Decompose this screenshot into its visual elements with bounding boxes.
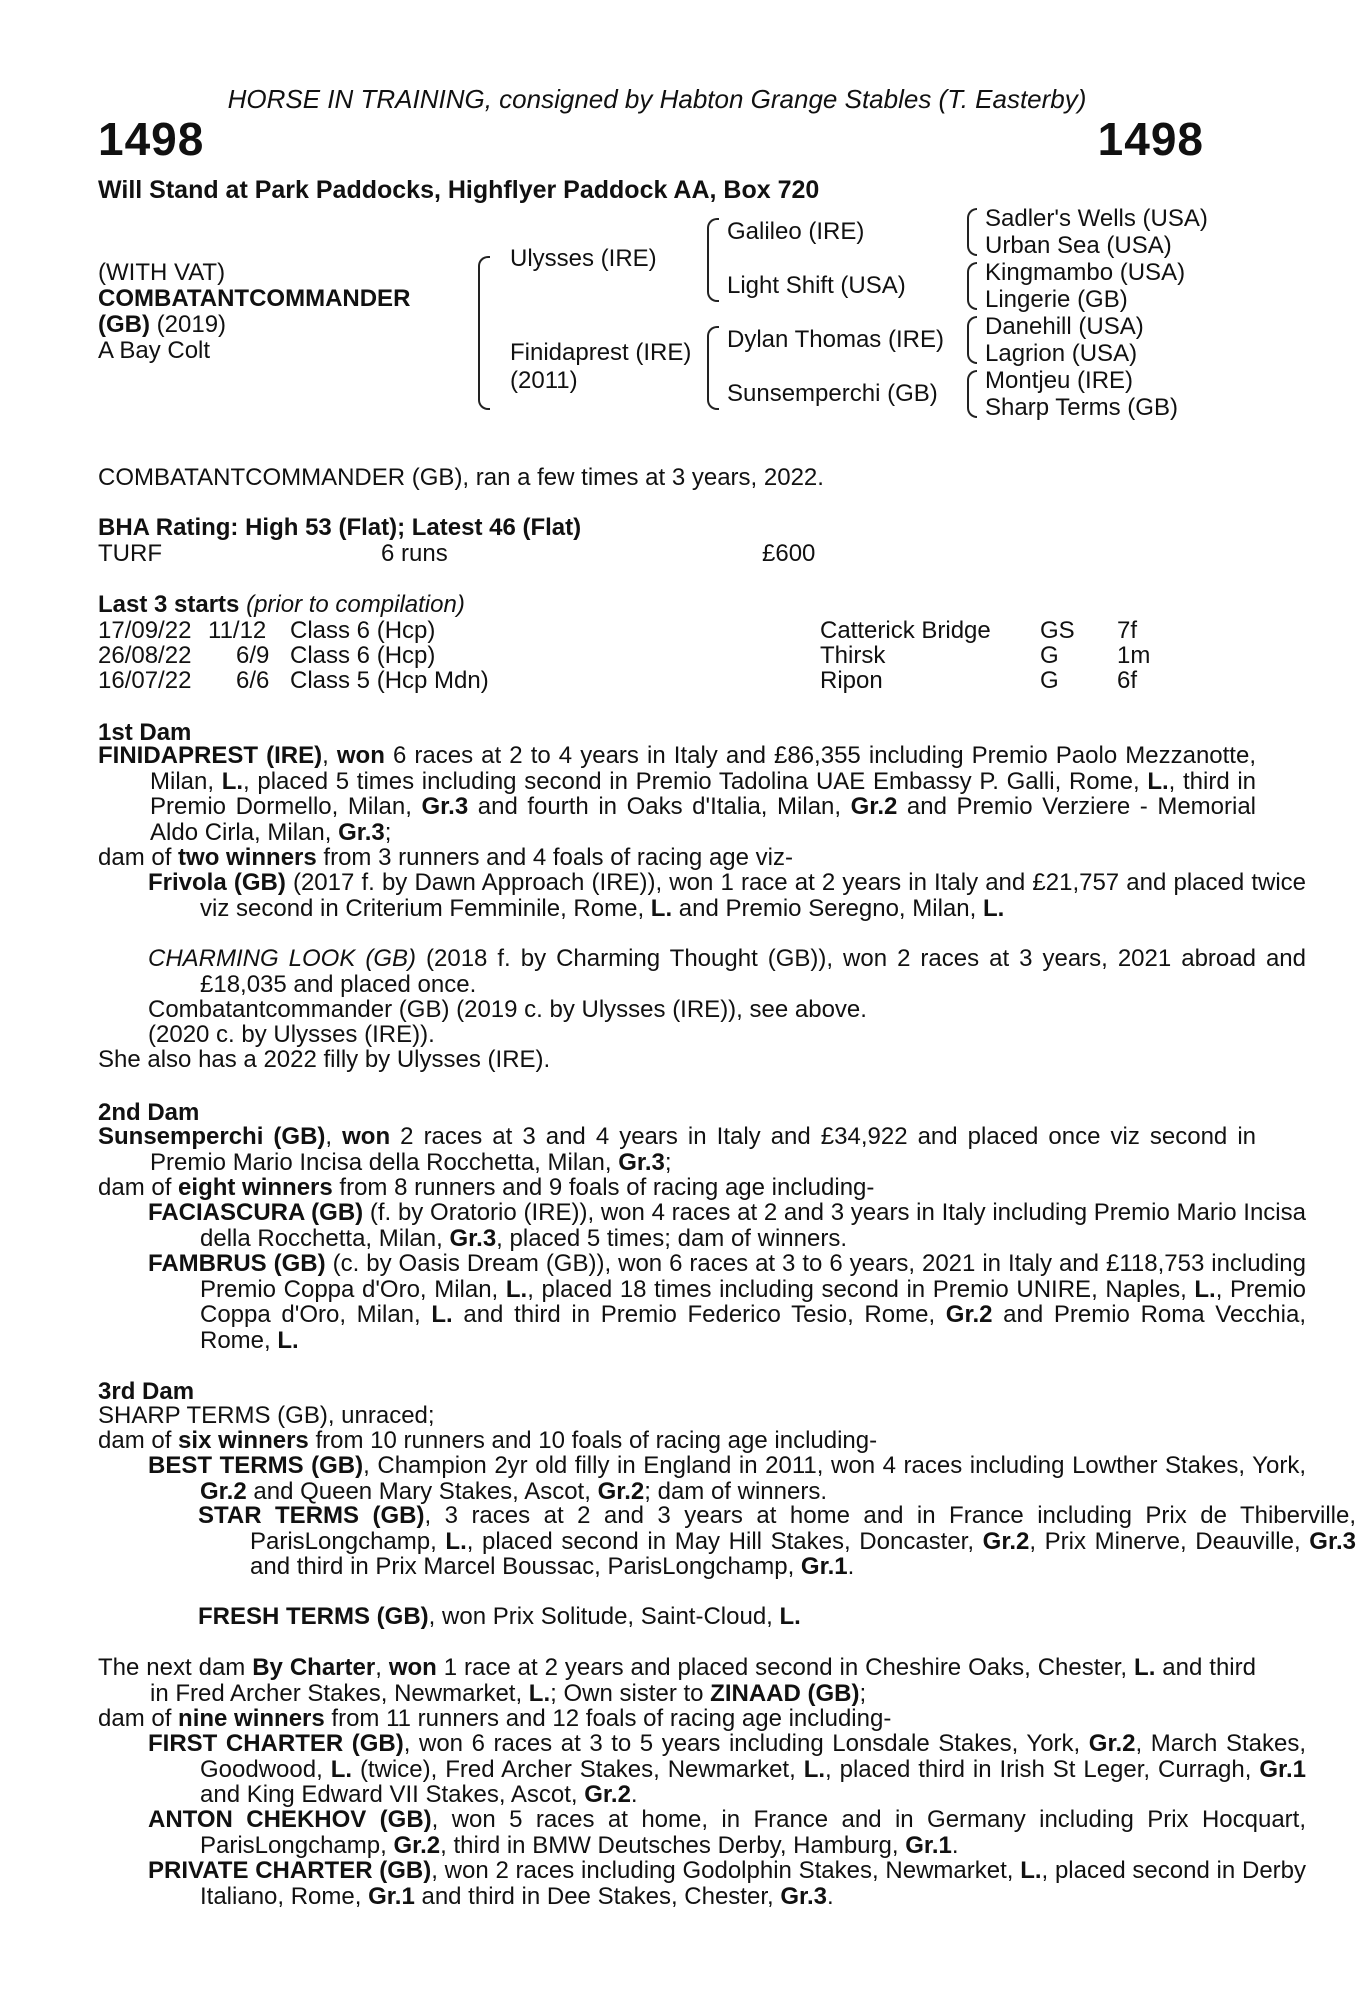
winners-count: nine winners — [178, 1705, 325, 1732]
group-badge: Gr.3 — [421, 793, 469, 821]
group-badge: Gr.3 — [780, 1882, 828, 1910]
first-dam-heading: 1st Dam — [98, 719, 192, 746]
lot-number-right: 1498 — [1097, 113, 1204, 165]
consignor-header: HORSE IN TRAINING, consigned by Habton Grange Stables (T. Easterby) — [227, 84, 1087, 114]
record-text: 6 races at 2 to 4 years in Italy and £86,355 including Premio Paolo Mezzanotte, Milan, — [150, 742, 1256, 795]
record-text: from 10 runners and 10 foals of racing age including- — [308, 1427, 878, 1454]
record-text: ; — [384, 818, 392, 846]
stand-location: Will Stand at Park Paddocks, Highflyer Paddock AA, Box 720 — [98, 176, 820, 204]
record-text: , won 2 races including Godolphin Stakes, Newmarket, — [431, 1857, 1021, 1884]
listed-badge: L. — [982, 894, 1005, 922]
rating-surface: TURF — [98, 540, 162, 567]
start-course: Thirsk — [820, 642, 886, 669]
vat-note: (WITH VAT) — [98, 259, 226, 286]
winners-count: six winners — [178, 1427, 309, 1454]
first-dam-record: FINIDAPREST (IRE), won 6 races at 2 to 4 years in Italy and £86,355 including Premio Paolo Mezzanotte, Milan, L., placed 5 times including second in Premio Tadolina UAE Embassy P. Galli, Rome, L., third in Premio Dormello, Milan, Gr.3 and fourth in Oaks d'Italia, Milan, Gr.2 and Premio Verziere - Memorial Aldo Cirla, Milan, Gr.3; — [98, 742, 1257, 846]
listed-badge: L. — [1134, 1654, 1156, 1681]
dam-name: Sunsemperchi (GB) — [98, 1123, 326, 1150]
group-badge: Gr.2 — [850, 793, 898, 821]
start-class: Class 5 (Hcp Mdn) — [290, 667, 489, 694]
pedigree-sds: Kingmambo (USA) — [985, 259, 1186, 286]
start-date: 26/08/22 — [98, 642, 192, 669]
group-badge: Gr.2 — [393, 1831, 441, 1859]
pedigree-sire-dam: Light Shift (USA) — [727, 272, 906, 299]
group-badge: Gr.3 — [338, 818, 385, 846]
pedigree-sire-sire: Galileo (IRE) — [727, 218, 865, 245]
record-text: (twice), Fred Archer Stakes, Newmarket, — [352, 1755, 804, 1783]
record-text: and third in Fred Archer Stakes, Newmarket, — [150, 1654, 1256, 1707]
listed-badge: L. — [528, 1679, 551, 1707]
start-going: G — [1040, 667, 1059, 694]
listed-badge: L. — [277, 1326, 299, 1354]
produce-2022-filly: She also has a 2022 filly by Ulysses (IRE). — [98, 1046, 551, 1073]
record-text: dam of — [98, 844, 179, 871]
pedigree-brace-ds — [967, 316, 977, 364]
pedigree-dsd: Lagrion (USA) — [985, 340, 1138, 367]
last-starts-heading — [98, 592, 465, 618]
produce-name: FRESH TERMS (GB) — [198, 1603, 429, 1630]
record-text: , won Prix Solitude, Saint-Cloud, — [428, 1603, 780, 1630]
record-text: ; — [859, 1679, 867, 1707]
start-position: 6/9 — [236, 642, 270, 669]
start-class: Class 6 (Hcp) — [290, 617, 436, 644]
pedigree-ssd: Urban Sea (USA) — [985, 232, 1172, 259]
won-label: won — [336, 742, 385, 769]
record-text: . — [951, 1831, 959, 1859]
record-text: ; Own sister to — [550, 1679, 711, 1707]
record-text: and third in Premio Federico Tesio, Rome, — [452, 1301, 946, 1329]
record-text: , won 5 races at home, in France and in Germany including Prix Hocquart, ParisLongchamp, — [200, 1806, 1306, 1859]
record-text: and Queen Mary Stakes, Ascot, — [246, 1477, 598, 1505]
pedigree-brace-main — [478, 256, 490, 410]
listed-badge: L. — [445, 1527, 467, 1555]
pedigree-dds: Montjeu (IRE) — [985, 367, 1134, 394]
group-badge: Gr.2 — [597, 1477, 645, 1505]
pedigree-brace-sd — [967, 262, 977, 310]
produce-fresh-terms — [98, 1604, 1356, 1630]
group-badge: Gr.3 — [618, 1148, 665, 1176]
pedigree-sire: Ulysses (IRE) — [510, 245, 657, 272]
pedigree-dam-dam: Sunsemperchi (GB) — [727, 380, 938, 407]
record-text: , — [375, 1654, 389, 1681]
listed-badge: L. — [505, 1275, 528, 1303]
record-text: , won 6 races at 3 to 5 years including Lonsdale Stakes, York, — [403, 1730, 1089, 1757]
record-text: , Prix Minerve, Deauville, — [1029, 1527, 1310, 1555]
record-text: , placed third in Irish St Leger, Curragh, — [825, 1755, 1260, 1783]
dam-name: FINIDAPREST (IRE) — [98, 742, 323, 769]
horse-country: (GB) — [98, 311, 150, 338]
produce-name: Frivola (GB) — [148, 869, 286, 896]
pedigree-dam-year: (2011) — [510, 367, 578, 394]
record-text: (2018 f. by Charming Thought (GB)), won 2 races at 3 years, 2021 abroad and £18,035 and placed once. — [200, 945, 1306, 998]
group-badge: Gr.2 — [945, 1301, 993, 1329]
pedigree-ddd: Sharp Terms (GB) — [985, 394, 1178, 421]
record-text: dam of — [98, 1705, 179, 1732]
produce-faciascura — [98, 1200, 1306, 1251]
record-text: 1 race at 2 years and placed second in Cheshire Oaks, Chester, — [436, 1654, 1135, 1681]
group-badge: Gr.3 — [1309, 1527, 1356, 1555]
group-badge: Gr.3 — [449, 1224, 497, 1252]
second-dam-heading: 2nd Dam — [98, 1099, 200, 1126]
winners-count: eight winners — [178, 1174, 333, 1201]
start-going: GS — [1040, 617, 1075, 644]
produce-best-terms — [98, 1453, 1306, 1504]
record-text: from 11 runners and 12 foals of racing age including- — [324, 1705, 892, 1732]
record-text: , placed second in Derby Italiano, Rome, — [200, 1857, 1307, 1910]
pedigree-brace-ss — [967, 208, 977, 256]
produce-name: BEST TERMS (GB) — [148, 1452, 364, 1479]
record-text: . — [827, 1882, 834, 1910]
second-dam-produce-summary — [98, 1175, 1204, 1201]
record-text: and third in Dee Stakes, Chester, — [414, 1882, 781, 1910]
start-course: Ripon — [820, 667, 883, 694]
record-text: dam of — [98, 1427, 179, 1454]
record-text: 2 races at 3 and 4 years in Italy and £34,922 and placed once viz second in Premio Mario Incisa della Rocchetta, Milan, — [150, 1123, 1256, 1176]
record-text: . — [630, 1781, 638, 1809]
produce-name: ANTON CHEKHOV (GB) — [148, 1806, 432, 1833]
listed-badge: L. — [1020, 1857, 1042, 1884]
group-badge: Gr.2 — [200, 1477, 247, 1505]
horse-origin — [98, 312, 226, 338]
produce-name: PRIVATE CHARTER (GB) — [148, 1857, 432, 1884]
listed-badge: L. — [779, 1603, 801, 1630]
record-text: , 3 races at 2 and 3 years at home and in France including Prix de Thiberville, ParisLongchamp, — [250, 1502, 1356, 1555]
record-text: from 3 runners and 4 foals of racing age viz- — [316, 844, 793, 871]
produce-anton-chekhov — [98, 1807, 1306, 1858]
listed-badge: L. — [650, 894, 673, 922]
produce-first-charter — [98, 1731, 1306, 1808]
produce-name: FACIASCURA (GB) — [148, 1199, 364, 1226]
dam-name: By Charter — [252, 1654, 376, 1681]
start-going: G — [1040, 642, 1059, 669]
listed-badge: L. — [1147, 767, 1169, 795]
record-text: (f. by Oratorio (IRE)), won 4 races at 2 and 3 years in Italy including Premio Mario Incisa della Rocchetta, Milan, — [200, 1199, 1306, 1252]
produce-fambrus — [98, 1251, 1306, 1353]
group-badge: Gr.2 — [1088, 1730, 1136, 1757]
pedigree-dss: Danehill (USA) — [985, 313, 1144, 340]
produce-combatantcommander: Combatantcommander (GB) (2019 c. by Ulysses (IRE)), see above. — [148, 996, 867, 1023]
pedigree-sss: Sadler's Wells (USA) — [985, 205, 1208, 232]
group-badge: Gr.1 — [905, 1831, 952, 1859]
produce-charming-look — [98, 946, 1306, 997]
listed-badge: L. — [803, 1755, 826, 1783]
start-class: Class 6 (Hcp) — [290, 642, 436, 669]
pedigree-sdd: Lingerie (GB) — [985, 286, 1128, 313]
group-badge: Gr.1 — [368, 1882, 415, 1910]
rating-runs: 6 runs — [381, 540, 448, 567]
record-text: and third in Prix Marcel Boussac, ParisLongchamp, — [250, 1553, 801, 1581]
produce-private-charter — [98, 1858, 1306, 1909]
record-text: , placed 18 times including second in Premio UNIRE, Naples, — [527, 1275, 1195, 1303]
record-text: and King Edward VII Stakes, Ascot, — [200, 1781, 585, 1809]
produce-name: FIRST CHARTER (GB) — [148, 1730, 404, 1757]
produce-2020-colt: (2020 c. by Ulysses (IRE)). — [148, 1021, 435, 1048]
rating-earnings: £600 — [762, 540, 816, 567]
next-dam-produce-summary — [98, 1706, 1204, 1732]
start-date: 16/07/22 — [98, 667, 192, 694]
first-dam-produce-summary — [98, 845, 1204, 871]
group-badge: Gr.1 — [800, 1553, 848, 1581]
third-dam-record: SHARP TERMS (GB), unraced; — [98, 1402, 435, 1429]
record-text: and Premio Verziere - Memorial Aldo Cirla, Milan, — [150, 793, 1257, 846]
second-dam-record: Sunsemperchi (GB), won 2 races at 3 and 4 years in Italy and £34,922 and placed once viz second in Premio Mario Incisa della Rocchetta, Milan, Gr.3; — [98, 1123, 1256, 1176]
record-text: The next dam — [98, 1654, 253, 1681]
third-dam-produce-summary — [98, 1428, 1204, 1454]
race-summary: COMBATANTCOMMANDER (GB), ran a few times at 3 years, 2022. — [98, 464, 824, 491]
produce-star-terms — [98, 1503, 1356, 1580]
record-text: , Premio Coppa d'Oro, Milan, — [200, 1275, 1306, 1329]
record-text: and fourth in Oaks d'Italia, Milan, — [468, 793, 851, 821]
horse-year: (2019) — [156, 311, 227, 338]
record-text: ; — [664, 1148, 672, 1176]
last-starts-title: Last 3 starts — [98, 591, 240, 618]
third-dam-heading: 3rd Dam — [98, 1378, 195, 1405]
start-distance: 6f — [1117, 667, 1138, 694]
record-text: and Premio Roma Vecchia, Rome, — [200, 1301, 1306, 1354]
group-badge: Gr.1 — [1259, 1755, 1307, 1783]
record-text: from 8 runners and 9 foals of racing age including- — [332, 1174, 875, 1201]
record-text: (2017 f. by Dawn Approach (IRE)), won 1 race at 2 years in Italy and £21,757 and placed twice viz second in Criterium Femminile, Rome, — [200, 869, 1307, 922]
record-text: ; dam of winners. — [644, 1477, 828, 1505]
produce-name: STAR TERMS (GB) — [198, 1502, 425, 1529]
pedigree-dam-sire: Dylan Thomas (IRE) — [727, 326, 944, 353]
record-text: , March Stakes, Goodwood, — [200, 1730, 1306, 1783]
listed-badge: L. — [431, 1301, 453, 1329]
group-badge: Gr.2 — [982, 1527, 1030, 1555]
group-badge: Gr.2 — [584, 1781, 631, 1809]
last-starts-note: (prior to compilation) — [246, 591, 465, 618]
start-distance: 1m — [1117, 642, 1151, 669]
record-text: dam of — [98, 1174, 179, 1201]
listed-badge: L. — [330, 1755, 353, 1783]
next-dam-record — [98, 1655, 1256, 1706]
start-position: 6/6 — [236, 667, 270, 694]
start-distance: 7f — [1117, 617, 1138, 644]
listed-badge: L. — [1194, 1275, 1216, 1303]
lot-number-left: 1498 — [98, 113, 205, 165]
record-text: , placed second in May Hill Stakes, Doncaster, — [466, 1527, 983, 1555]
won-label: won — [388, 1654, 437, 1681]
pedigree-brace-dd — [967, 370, 977, 418]
won-label: won — [342, 1123, 391, 1150]
produce-frivola — [98, 870, 1306, 921]
bha-rating: BHA Rating: High 53 (Flat); Latest 46 (Flat) — [98, 514, 582, 541]
winners-count: two winners — [178, 844, 317, 871]
horse-description: A Bay Colt — [98, 337, 211, 364]
horse-name: COMBATANTCOMMANDER — [98, 285, 411, 312]
produce-name: CHARMING LOOK (GB) — [148, 945, 417, 972]
start-date: 17/09/22 — [98, 617, 192, 644]
produce-name: FAMBRUS (GB) — [148, 1250, 326, 1277]
record-text: (c. by Oasis Dream (GB)), won 6 races at 3 to 6 years, 2021 in Italy and £118,753 including Premio Coppa d'Oro, Milan, — [200, 1250, 1306, 1303]
pedigree-dam: Finidaprest (IRE) — [510, 339, 692, 366]
record-text: , Champion 2yr old filly in England in 2011, won 4 races including Lowther Stakes, York, — [363, 1452, 1306, 1479]
pedigree-brace-dam — [707, 326, 719, 410]
record-text: , placed 5 times including second in Premio Tadolina UAE Embassy P. Galli, Rome, — [243, 767, 1148, 795]
pedigree-brace-sire — [707, 218, 719, 302]
record-text: . — [847, 1553, 855, 1581]
start-course: Catterick Bridge — [820, 617, 991, 644]
listed-badge: L. — [221, 767, 244, 795]
record-text: , third in Premio Dormello, Milan, — [150, 767, 1257, 821]
record-text: and Premio Seregno, Milan, — [672, 894, 983, 922]
start-position: 11/12 — [208, 617, 267, 644]
sister-name: ZINAAD (GB) — [710, 1679, 860, 1707]
record-text: , third in BMW Deutsches Derby, Hamburg, — [440, 1831, 906, 1859]
record-text: , placed 5 times; dam of winners. — [496, 1224, 847, 1252]
